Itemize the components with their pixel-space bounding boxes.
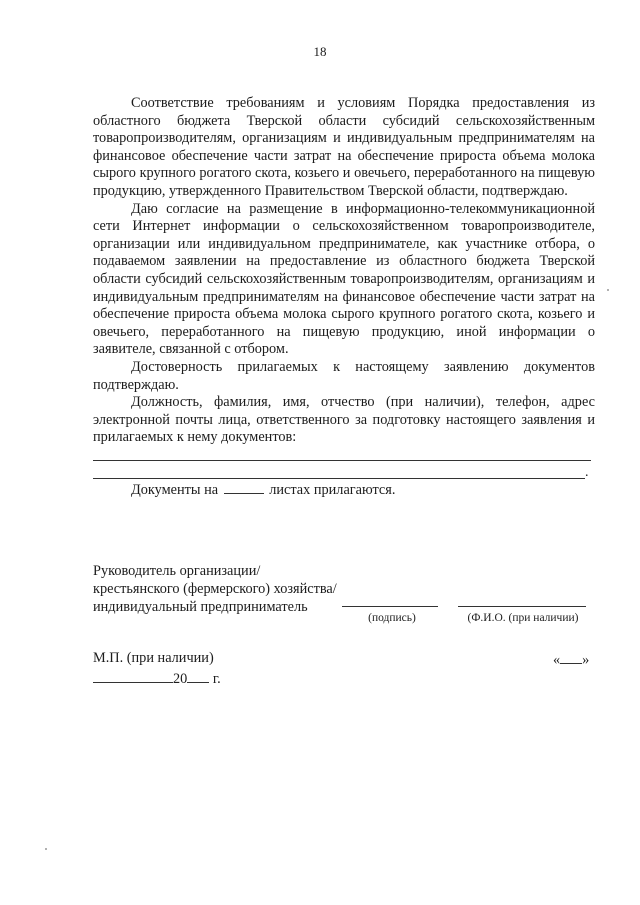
day-blank	[560, 650, 582, 664]
signer-title-line-2: крестьянского (фермерского) хозяйства/	[93, 581, 337, 597]
document-body	[93, 95, 595, 499]
stamp-label: М.П. (при наличии)	[93, 650, 214, 666]
full-name-line	[458, 606, 586, 607]
signer-title-line-1: Руководитель организации/	[93, 563, 261, 579]
paragraph-consent: Даю согласие на размещение в информационно-телекоммуникационной сети Интернет информации о сельскохозяйственном товаропроизводителе, организации или индивидуальном предпринимателе, как участнике отбора, о подаваемом заявлении на предоставление из областного бюджета Тверской области субсидий сельскохозяйственным товаропроизводителям, организациям и индивидуальным предпринимателям на финансовое обеспечение части затрат на обеспечение прироста объема молока сырого крупного рогатого скота, козьего и овечьего, переработанного на пищевую продукцию, иной информации о заявителе, связанной с отбором.	[93, 200, 595, 358]
day-field	[553, 650, 589, 669]
documents-attached-line	[93, 479, 595, 500]
month-blank	[93, 669, 173, 683]
scan-speck	[607, 289, 609, 291]
quote-open: «	[553, 652, 561, 668]
year-prefix: 20	[173, 671, 188, 687]
signer-block	[93, 562, 337, 616]
signer-title-line-3: индивидуальный предприниматель	[93, 599, 308, 615]
documents-suffix: листах прилагаются.	[269, 481, 396, 498]
year-blank	[187, 669, 209, 683]
date-field	[93, 669, 221, 688]
full-name-caption: (Ф.И.О. (при наличии)	[467, 612, 579, 624]
documents-label: Документы на	[131, 481, 219, 498]
line-end-period: .	[585, 464, 589, 480]
quote-close: »	[582, 652, 590, 668]
scan-speck	[45, 848, 47, 850]
paragraph-authenticity: Достоверность прилагаемых к настоящему заявлению документов подтверждаю.	[93, 358, 595, 393]
signature-line	[342, 606, 438, 607]
sheet-count-blank	[224, 479, 264, 494]
year-suffix: г.	[212, 671, 221, 687]
paragraph-contact-person: Должность, фамилия, имя, отчество (при наличии), телефон, адрес электронной почты лица, ответственного за подготовку настоящего заявления и прилагаемых к нему документов:	[93, 394, 595, 446]
paragraph-compliance: Соответствие требованиям и условиям Порядка предоставления из областного бюджета Тверской области субсидий сельскохозяйственным товаропроизводителям, организациям и индивидуальным предпринимателям на финансовое обеспечение части затрат на обеспечение прироста объема молока сырого крупного рогатого скота, козьего и овечьего, переработанного на пищевую продукцию, утвержденного Правительством Тверской области, подтверждаю.	[93, 95, 595, 199]
page-number: 18	[313, 44, 327, 59]
signature-caption: (подпись)	[368, 612, 416, 624]
